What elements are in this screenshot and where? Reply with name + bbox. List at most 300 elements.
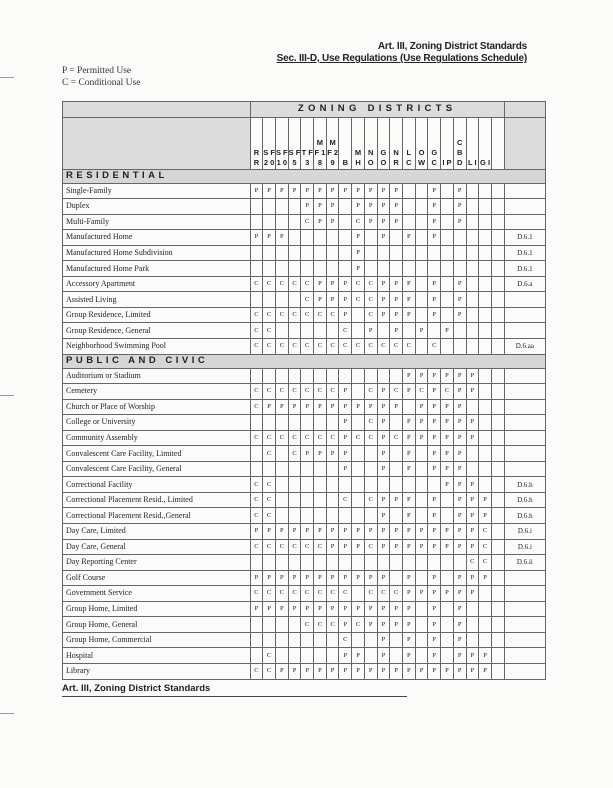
use-name: Church or Place of Worship	[63, 399, 251, 415]
permission-cell: C	[263, 508, 276, 524]
permission-cell: P	[339, 663, 352, 679]
permission-cell: P	[377, 214, 390, 230]
use-name: Government Service	[63, 586, 251, 602]
permission-cell: C	[301, 292, 314, 308]
permission-cell	[428, 245, 441, 261]
permission-cell	[491, 477, 504, 493]
use-name: Golf Course	[63, 570, 251, 586]
permission-cell	[491, 384, 504, 400]
permission-cell	[402, 199, 415, 215]
permission-cell: P	[377, 183, 390, 199]
permission-cell: P	[453, 307, 466, 323]
permission-cell: P	[390, 183, 403, 199]
permission-cell: P	[377, 648, 390, 664]
permission-cell: C	[301, 617, 314, 633]
permission-cell: P	[377, 199, 390, 215]
permission-cell: P	[402, 230, 415, 246]
supplemental-reference	[504, 648, 545, 664]
section-row	[63, 169, 546, 183]
permission-cell	[352, 307, 365, 323]
permission-cell: C	[275, 539, 288, 555]
permission-cell: C	[250, 492, 263, 508]
permission-cell	[326, 415, 339, 431]
permission-cell	[491, 632, 504, 648]
permission-cell	[263, 368, 276, 384]
permission-cell: P	[263, 399, 276, 415]
permission-cell	[491, 339, 504, 355]
permission-cell	[441, 617, 454, 633]
permission-cell	[390, 446, 403, 462]
permission-cell: P	[402, 446, 415, 462]
use-name: Manufactured Home Park	[63, 261, 251, 277]
permission-cell: C	[250, 323, 263, 339]
permission-cell: C	[364, 307, 377, 323]
permission-cell: P	[326, 276, 339, 292]
permission-cell	[352, 508, 365, 524]
permission-cell	[288, 415, 301, 431]
header-blank	[504, 102, 545, 118]
permission-cell: P	[301, 183, 314, 199]
permission-cell	[275, 648, 288, 664]
permission-cell	[377, 323, 390, 339]
permission-cell	[288, 632, 301, 648]
permission-cell	[390, 368, 403, 384]
district-code: L I	[466, 117, 479, 169]
header-blank	[491, 117, 504, 169]
permission-cell: P	[377, 415, 390, 431]
permission-cell: P	[453, 461, 466, 477]
permission-cell: C	[314, 617, 327, 633]
permission-cell	[453, 261, 466, 277]
permission-cell	[428, 261, 441, 277]
permission-cell	[301, 492, 314, 508]
permission-cell: P	[339, 648, 352, 664]
permission-cell	[466, 276, 479, 292]
permission-cell	[491, 430, 504, 446]
permission-cell: P	[479, 508, 492, 524]
district-code: S F 5	[288, 117, 301, 169]
permission-cell	[479, 446, 492, 462]
use-name: Cemetery	[63, 384, 251, 400]
permission-cell: C	[301, 384, 314, 400]
permission-cell: P	[377, 632, 390, 648]
permission-cell	[263, 555, 276, 571]
permission-cell	[466, 339, 479, 355]
permission-cell: P	[441, 586, 454, 602]
permission-cell: P	[275, 230, 288, 246]
permission-cell	[275, 368, 288, 384]
permission-cell	[263, 261, 276, 277]
permission-cell: P	[402, 430, 415, 446]
permission-cell	[491, 323, 504, 339]
permission-cell	[288, 261, 301, 277]
permission-cell	[390, 415, 403, 431]
permission-cell	[479, 230, 492, 246]
supplemental-reference: D.6.a	[504, 276, 545, 292]
permission-cell: P	[402, 586, 415, 602]
permission-cell	[288, 323, 301, 339]
permission-cell	[415, 508, 428, 524]
permission-cell: P	[263, 230, 276, 246]
permission-cell: P	[339, 292, 352, 308]
permission-cell: C	[263, 339, 276, 355]
permission-cell: C	[301, 586, 314, 602]
permission-cell	[491, 570, 504, 586]
permission-cell	[402, 245, 415, 261]
permission-cell: C	[288, 586, 301, 602]
district-code: S F 2 0	[263, 117, 276, 169]
permission-cell: C	[466, 555, 479, 571]
permission-cell	[250, 415, 263, 431]
permission-cell: P	[364, 199, 377, 215]
supplemental-reference	[504, 384, 545, 400]
permission-cell	[352, 384, 365, 400]
permission-cell: C	[288, 307, 301, 323]
permission-cell	[314, 323, 327, 339]
permission-cell: C	[263, 648, 276, 664]
permission-cell	[314, 492, 327, 508]
permission-cell	[415, 446, 428, 462]
permission-cell: P	[377, 570, 390, 586]
permission-cell	[301, 555, 314, 571]
permission-cell	[491, 307, 504, 323]
table-row	[63, 586, 546, 602]
permission-cell	[275, 508, 288, 524]
permission-cell: C	[326, 307, 339, 323]
permission-cell	[491, 586, 504, 602]
permission-cell	[491, 446, 504, 462]
supplemental-reference	[504, 663, 545, 679]
margin-mark	[0, 713, 14, 714]
permission-cell: P	[250, 601, 263, 617]
table-row	[63, 261, 546, 277]
table-row	[63, 323, 546, 339]
permission-cell	[352, 415, 365, 431]
permission-cell	[466, 292, 479, 308]
permission-cell: P	[390, 492, 403, 508]
district-code: G O	[377, 117, 390, 169]
permission-cell	[466, 214, 479, 230]
permission-cell: C	[250, 399, 263, 415]
permission-cell: P	[339, 307, 352, 323]
permission-cell	[275, 477, 288, 493]
supplemental-reference: D.6.i	[504, 539, 545, 555]
permission-cell: P	[377, 384, 390, 400]
permission-cell: P	[453, 399, 466, 415]
permission-cell	[402, 214, 415, 230]
permission-cell	[352, 555, 365, 571]
permission-cell: P	[314, 524, 327, 540]
permission-cell	[250, 292, 263, 308]
permission-cell: P	[377, 663, 390, 679]
supplemental-reference	[504, 570, 545, 586]
permission-cell: C	[263, 323, 276, 339]
permission-cell: P	[466, 524, 479, 540]
permission-cell	[352, 461, 365, 477]
permission-cell: P	[402, 617, 415, 633]
permission-cell	[466, 601, 479, 617]
permission-cell: C	[288, 430, 301, 446]
permission-cell	[301, 415, 314, 431]
permission-cell: P	[390, 617, 403, 633]
permission-cell: P	[402, 292, 415, 308]
permission-cell	[263, 617, 276, 633]
permission-cell: P	[428, 384, 441, 400]
permission-cell: C	[275, 384, 288, 400]
permission-cell	[352, 323, 365, 339]
permission-cell	[326, 632, 339, 648]
permission-cell	[301, 368, 314, 384]
permission-cell	[441, 339, 454, 355]
permission-cell	[479, 323, 492, 339]
permission-cell: C	[250, 384, 263, 400]
permission-cell: P	[301, 524, 314, 540]
permission-cell	[415, 276, 428, 292]
table-row	[63, 307, 546, 323]
permission-cell: P	[466, 384, 479, 400]
permission-cell: P	[275, 183, 288, 199]
permission-cell	[491, 399, 504, 415]
permission-cell: P	[288, 399, 301, 415]
use-name: Hospital	[63, 648, 251, 664]
permission-cell	[314, 245, 327, 261]
permission-cell: P	[466, 648, 479, 664]
supplemental-reference	[504, 199, 545, 215]
permission-cell: C	[364, 415, 377, 431]
district-code: S F 1 0	[275, 117, 288, 169]
permission-cell	[441, 183, 454, 199]
permission-cell	[314, 261, 327, 277]
permission-cell	[466, 399, 479, 415]
permission-cell	[390, 508, 403, 524]
permission-cell: P	[479, 570, 492, 586]
permission-cell: C	[390, 339, 403, 355]
permission-cell	[314, 461, 327, 477]
permission-cell: P	[352, 183, 365, 199]
header-line-1: Art. III, Zoning District Standards	[377, 41, 527, 52]
permission-cell	[441, 276, 454, 292]
permission-cell: C	[288, 339, 301, 355]
permission-cell: C	[377, 586, 390, 602]
permission-cell: P	[288, 663, 301, 679]
permission-cell	[415, 339, 428, 355]
permission-cell: P	[314, 199, 327, 215]
permission-cell: P	[263, 601, 276, 617]
use-name: Group Home, General	[63, 617, 251, 633]
permission-cell: P	[275, 399, 288, 415]
permission-cell: P	[453, 384, 466, 400]
permission-cell: C	[326, 617, 339, 633]
permission-cell: C	[339, 492, 352, 508]
permission-cell: C	[339, 632, 352, 648]
permission-cell: P	[428, 524, 441, 540]
section-title: RESIDENTIAL	[63, 169, 546, 183]
permission-cell: P	[453, 292, 466, 308]
permission-cell: P	[377, 276, 390, 292]
table-row	[63, 524, 546, 540]
permission-cell: C	[250, 276, 263, 292]
permission-cell: C	[275, 307, 288, 323]
permission-cell	[415, 617, 428, 633]
permission-cell: P	[339, 539, 352, 555]
supplemental-reference: D.6.h	[504, 492, 545, 508]
permission-cell: P	[479, 663, 492, 679]
permission-cell	[326, 461, 339, 477]
permission-cell	[390, 632, 403, 648]
use-name: Community Assembly	[63, 430, 251, 446]
permission-cell: P	[314, 399, 327, 415]
permission-cell	[263, 461, 276, 477]
permission-cell	[491, 524, 504, 540]
permission-cell: C	[326, 586, 339, 602]
use-name: Library	[63, 663, 251, 679]
permission-cell: P	[402, 307, 415, 323]
permission-cell: P	[364, 183, 377, 199]
permission-cell: P	[466, 570, 479, 586]
permission-cell: P	[402, 601, 415, 617]
permission-cell: C	[352, 276, 365, 292]
district-code: G I	[479, 117, 492, 169]
permission-cell	[263, 292, 276, 308]
permission-cell: C	[352, 214, 365, 230]
table-row	[63, 539, 546, 555]
permission-cell	[441, 199, 454, 215]
table-row	[63, 199, 546, 215]
permission-cell: P	[428, 415, 441, 431]
permission-cell	[428, 477, 441, 493]
permission-cell: P	[453, 617, 466, 633]
permission-cell: P	[326, 292, 339, 308]
district-code: B	[339, 117, 352, 169]
permission-cell: P	[275, 663, 288, 679]
district-code: N R	[390, 117, 403, 169]
permission-cell: P	[453, 586, 466, 602]
table-row	[63, 368, 546, 384]
permission-cell	[250, 446, 263, 462]
permission-cell: C	[352, 292, 365, 308]
district-code: T F 3	[301, 117, 314, 169]
supplemental-reference	[504, 461, 545, 477]
permission-cell	[301, 632, 314, 648]
header-blank	[504, 117, 545, 169]
permission-cell: P	[275, 570, 288, 586]
permission-cell	[491, 230, 504, 246]
permission-cell	[288, 199, 301, 215]
permission-cell: P	[415, 415, 428, 431]
permission-cell	[314, 230, 327, 246]
permission-cell: C	[250, 339, 263, 355]
permission-cell: P	[466, 368, 479, 384]
table-row	[63, 601, 546, 617]
permission-cell: P	[352, 230, 365, 246]
permission-cell	[301, 477, 314, 493]
table-row	[63, 230, 546, 246]
permission-cell	[428, 555, 441, 571]
permission-cell: P	[250, 230, 263, 246]
permission-cell	[263, 199, 276, 215]
permission-cell: P	[441, 461, 454, 477]
permission-cell: P	[326, 183, 339, 199]
permission-cell: P	[364, 214, 377, 230]
table-row	[63, 430, 546, 446]
permission-cell	[288, 368, 301, 384]
legend-permitted: P = Permitted Use	[62, 66, 132, 76]
permission-cell: P	[364, 617, 377, 633]
permission-cell: C	[301, 539, 314, 555]
permission-cell	[326, 245, 339, 261]
permission-cell	[415, 307, 428, 323]
supplemental-reference	[504, 292, 545, 308]
permission-cell	[415, 245, 428, 261]
permission-cell	[453, 323, 466, 339]
permission-cell	[491, 292, 504, 308]
permission-cell: P	[428, 601, 441, 617]
permission-cell: P	[390, 663, 403, 679]
permission-cell: P	[377, 492, 390, 508]
table-row	[63, 292, 546, 308]
permission-cell: P	[314, 601, 327, 617]
permission-cell: P	[339, 461, 352, 477]
permission-cell: P	[352, 261, 365, 277]
permission-cell: P	[352, 601, 365, 617]
table-row	[63, 492, 546, 508]
permission-cell: P	[275, 601, 288, 617]
permission-cell: C	[364, 339, 377, 355]
permission-cell: P	[441, 663, 454, 679]
permission-cell: P	[314, 570, 327, 586]
permission-cell	[415, 570, 428, 586]
permission-cell: P	[377, 292, 390, 308]
permission-cell	[301, 461, 314, 477]
permission-cell: P	[402, 524, 415, 540]
permission-cell	[415, 261, 428, 277]
permission-cell: P	[441, 399, 454, 415]
permission-cell: C	[479, 555, 492, 571]
permission-cell: P	[288, 524, 301, 540]
permission-cell: C	[263, 539, 276, 555]
permission-cell: P	[453, 508, 466, 524]
permission-cell: P	[453, 477, 466, 493]
permission-cell: P	[428, 663, 441, 679]
use-name: Duplex	[63, 199, 251, 215]
permission-cell	[250, 632, 263, 648]
permission-cell: P	[364, 663, 377, 679]
permission-cell: P	[301, 601, 314, 617]
district-code: O W	[415, 117, 428, 169]
permission-cell: C	[364, 586, 377, 602]
permission-cell: C	[263, 384, 276, 400]
permission-cell	[479, 276, 492, 292]
permission-cell: P	[301, 399, 314, 415]
permission-cell	[491, 663, 504, 679]
table-row	[63, 663, 546, 679]
permission-cell: P	[453, 199, 466, 215]
permission-cell	[479, 617, 492, 633]
permission-cell: C	[263, 477, 276, 493]
district-code: I P	[441, 117, 454, 169]
permission-cell	[364, 555, 377, 571]
permission-cell: P	[339, 570, 352, 586]
permission-cell	[339, 508, 352, 524]
table-row	[63, 508, 546, 524]
permission-cell	[377, 477, 390, 493]
permission-cell	[415, 555, 428, 571]
permission-cell	[314, 477, 327, 493]
permission-cell: P	[441, 368, 454, 384]
zoning-districts-title: ZONING DISTRICTS	[250, 102, 504, 118]
permission-cell	[288, 648, 301, 664]
permission-cell: P	[314, 292, 327, 308]
